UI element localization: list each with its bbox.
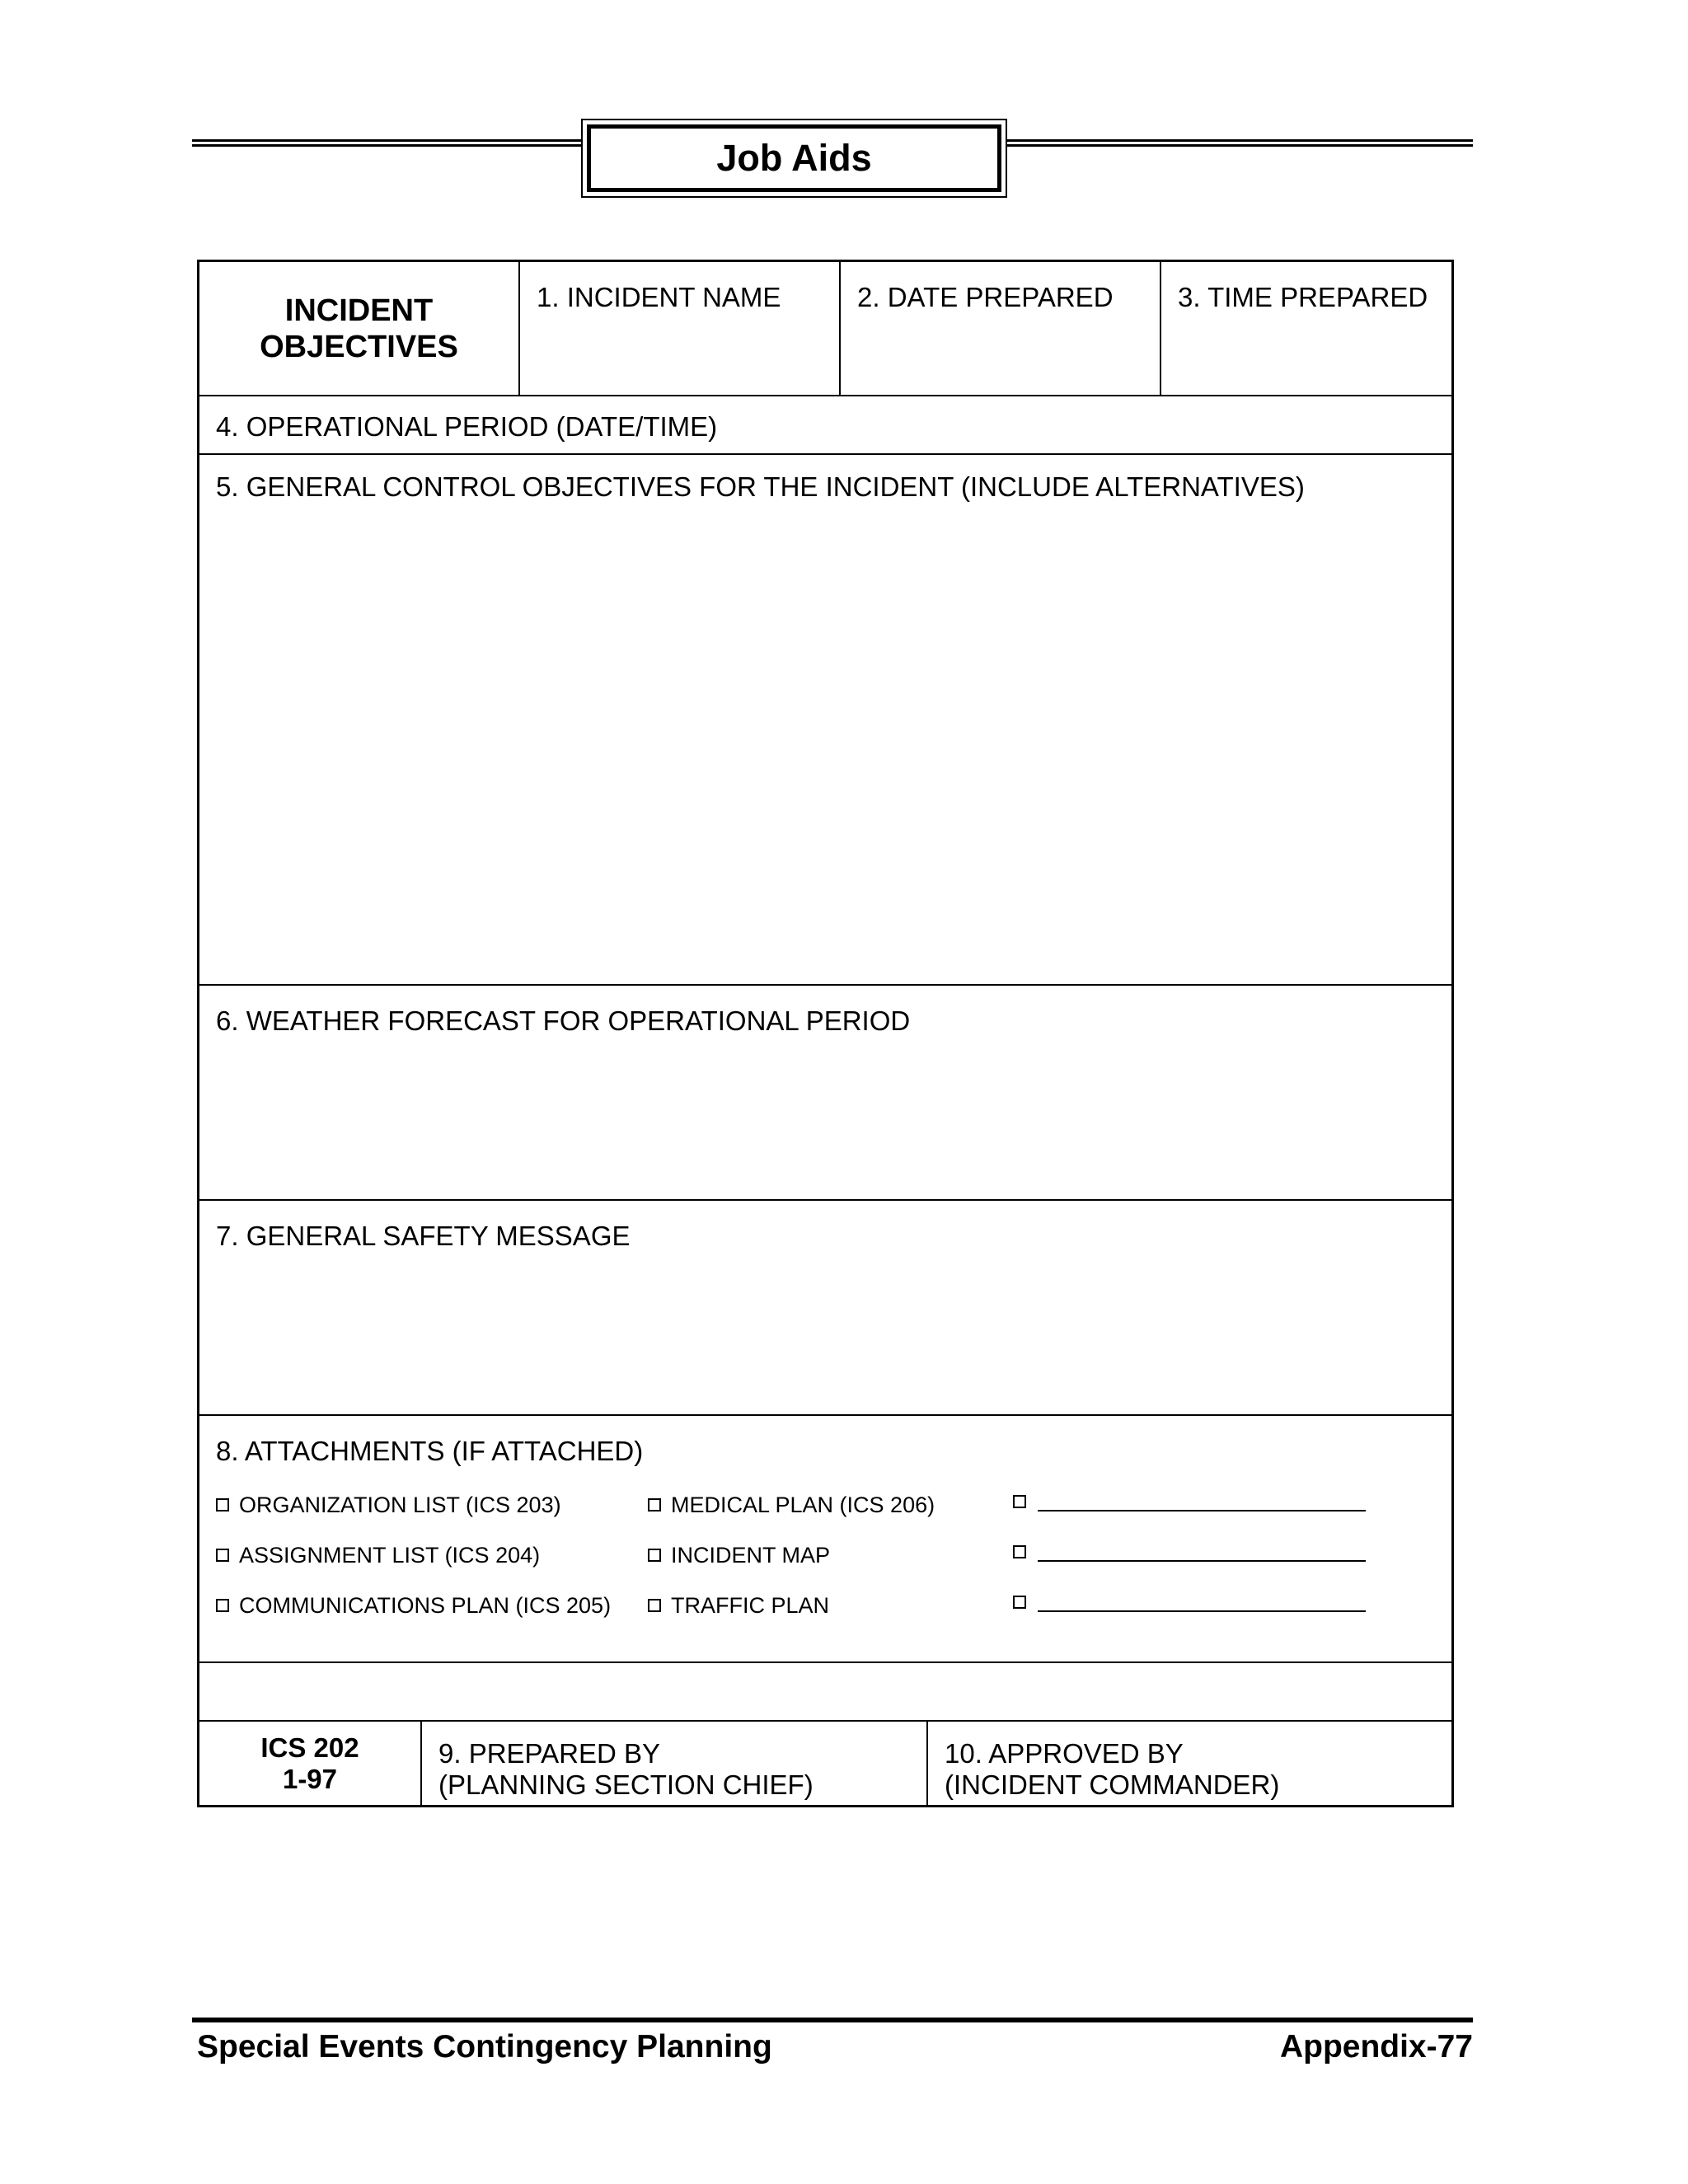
checkbox-icon[interactable] (648, 1599, 661, 1612)
attachment-medical-plan[interactable]: MEDICAL PLAN (ICS 206) (648, 1492, 935, 1518)
checkbox-icon[interactable] (648, 1549, 661, 1562)
header-title-box (581, 119, 1007, 198)
page-number: Appendix-77 (1279, 2029, 1473, 2064)
weather-forecast-label: 6. WEATHER FORECAST FOR OPERATIONAL PERIOD (216, 1005, 911, 1036)
attachment-other-1[interactable] (1013, 1492, 1366, 1511)
checkbox-icon[interactable] (216, 1498, 229, 1511)
form-code (199, 1722, 422, 1805)
prepared-by-role: (PLANNING SECTION CHIEF) (438, 1769, 814, 1800)
blank-write-in-line[interactable] (1038, 1542, 1366, 1562)
form-title-line1: INCIDENT (284, 293, 434, 328)
checkbox-icon[interactable] (1013, 1545, 1026, 1558)
header-title: Job Aids (587, 124, 1001, 192)
attachment-organization-list[interactable]: ORGANIZATION LIST (ICS 203) (216, 1492, 561, 1518)
blank-row (199, 1663, 1451, 1722)
attachment-assignment-list[interactable]: ASSIGNMENT LIST (ICS 204) (216, 1542, 540, 1568)
operational-period-field[interactable] (199, 396, 1451, 455)
checkbox-icon[interactable] (1013, 1495, 1026, 1508)
header-rule-left (192, 139, 581, 147)
date-prepared-label: 2. DATE PREPARED (857, 282, 1114, 312)
date-prepared-field[interactable] (841, 262, 1161, 395)
approved-by-field[interactable] (928, 1722, 1451, 1805)
ics-202-form (197, 260, 1454, 1807)
page-footer-rule (192, 2018, 1473, 2022)
prepared-by-label: 9. PREPARED BY (438, 1738, 660, 1769)
attachment-other-2[interactable] (1013, 1542, 1366, 1562)
attachment-traffic-plan[interactable]: TRAFFIC PLAN (648, 1592, 829, 1619)
attachments-label: 8. ATTACHMENTS (IF ATTACHED) (216, 1436, 644, 1466)
safety-message-label: 7. GENERAL SAFETY MESSAGE (216, 1221, 631, 1251)
blank-write-in-line[interactable] (1038, 1592, 1366, 1612)
form-footer-row (199, 1722, 1451, 1805)
operational-period-label: 4. OPERATIONAL PERIOD (DATE/TIME) (216, 411, 718, 442)
time-prepared-field[interactable] (1161, 262, 1451, 395)
blank-write-in-line[interactable] (1038, 1492, 1366, 1511)
attachments-section (199, 1416, 1451, 1663)
time-prepared-label: 3. TIME PREPARED (1178, 282, 1428, 312)
form-title (199, 262, 520, 395)
approved-by-role: (INCIDENT COMMANDER) (945, 1769, 1280, 1800)
weather-forecast-field[interactable] (199, 986, 1451, 1201)
form-code-line1: ICS 202 (260, 1732, 359, 1763)
approved-by-label: 10. APPROVED BY (945, 1738, 1184, 1769)
form-title-line2: OBJECTIVES (260, 329, 458, 364)
form-header-row (199, 262, 1451, 396)
incident-name-field[interactable] (520, 262, 841, 395)
prepared-by-field[interactable] (422, 1722, 928, 1805)
attachment-communications-plan[interactable]: COMMUNICATIONS PLAN (ICS 205) (216, 1592, 611, 1619)
header-rule-right (1007, 139, 1473, 147)
checkbox-icon[interactable] (216, 1549, 229, 1562)
form-code-line2: 1-97 (282, 1763, 338, 1794)
page-footer-title: Special Events Contingency Planning (197, 2029, 772, 2064)
control-objectives-field[interactable] (199, 455, 1451, 986)
safety-message-field[interactable] (199, 1201, 1451, 1416)
attachment-other-3[interactable] (1013, 1592, 1366, 1612)
attachment-incident-map[interactable]: INCIDENT MAP (648, 1542, 830, 1568)
checkbox-icon[interactable] (648, 1498, 661, 1511)
checkbox-icon[interactable] (216, 1599, 229, 1612)
control-objectives-label: 5. GENERAL CONTROL OBJECTIVES FOR THE INCIDENT (INCLUDE ALTERNATIVES) (216, 471, 1305, 502)
checkbox-icon[interactable] (1013, 1596, 1026, 1609)
incident-name-label: 1. INCIDENT NAME (537, 282, 781, 312)
